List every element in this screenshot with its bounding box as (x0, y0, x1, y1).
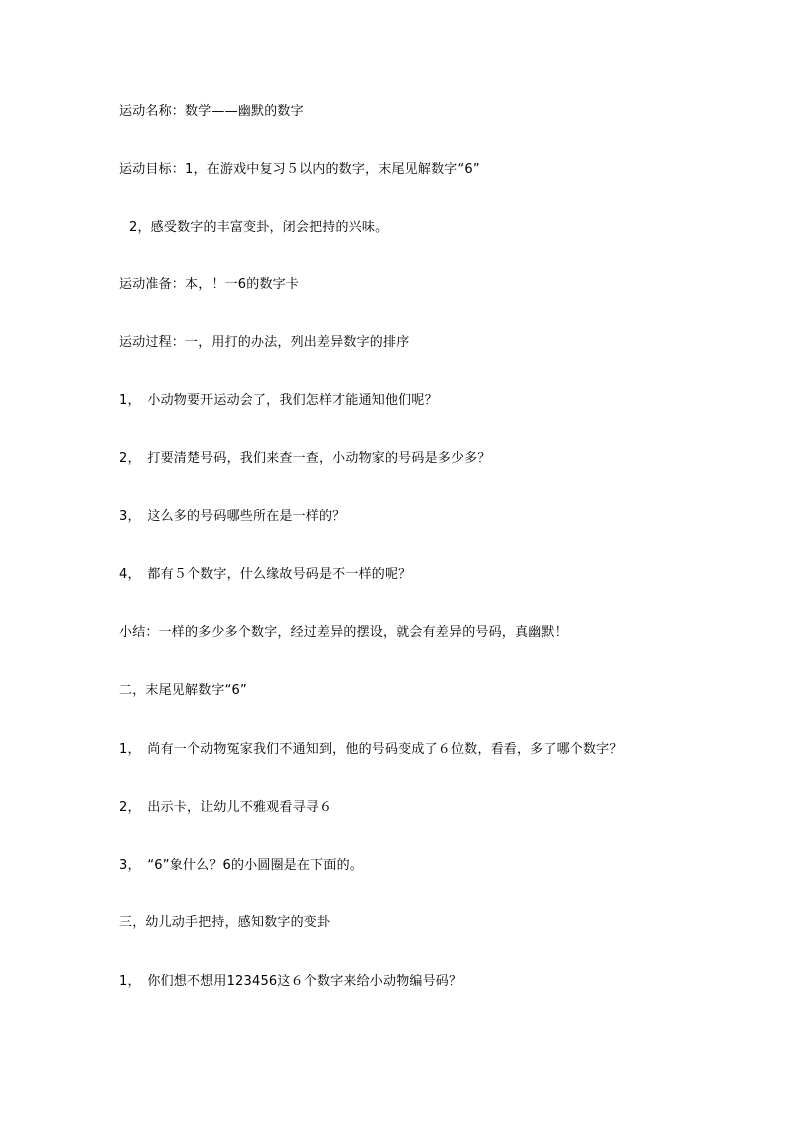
process-step-1: 1， 小动物要开运动会了，我们怎样才能通知他们呢？ (119, 393, 438, 408)
activity-preparation-line: 运动准备：本，！一6的数字卡 (119, 277, 300, 292)
section-two-step-2: 2， 出示卡，让幼儿不雅观看寻寻６ (119, 800, 333, 815)
process-step-2: 2， 打要清楚号码，我们来查一查，小动物家的号码是多少多？ (119, 451, 491, 466)
activity-name-line: 运动名称：数学——幽默的数字 (119, 104, 304, 119)
section-three-heading: 三，幼儿动手把持，感知数字的变卦 (119, 915, 331, 930)
summary-line: 小结：一样的多少多个数字，经过差异的摆设，就会有差异的号码，真幽默！ (119, 625, 568, 640)
section-three-step-1: 1， 你们想不想用123456这６个数字来给小动物编号码？ (119, 974, 463, 989)
activity-goal-line-2: 2，感受数字的丰富变卦，闭会把持的兴味。 (129, 220, 389, 235)
process-step-4: 4， 都有５个数字，什么缘故号码是不一样的呢？ (119, 567, 412, 582)
section-two-step-3: 3， “6”象什么？6的小圆圈是在下面的。 (119, 858, 363, 873)
activity-process-heading: 运动过程：一，用打的办法，列出差异数字的排序 (119, 335, 410, 350)
section-two-heading: 二，末尾见解数字“6” (119, 683, 247, 698)
process-step-3: 3， 这么多的号码哪些所在是一样的？ (119, 509, 346, 524)
activity-goal-line-1: 运动目标：1，在游戏中复习５以内的数字，末尾见解数字“6” (119, 162, 480, 177)
section-two-step-1: 1， 尚有一个动物冤家我们不通知到，他的号码变成了６位数，看看，多了哪个数字？ (119, 742, 623, 757)
